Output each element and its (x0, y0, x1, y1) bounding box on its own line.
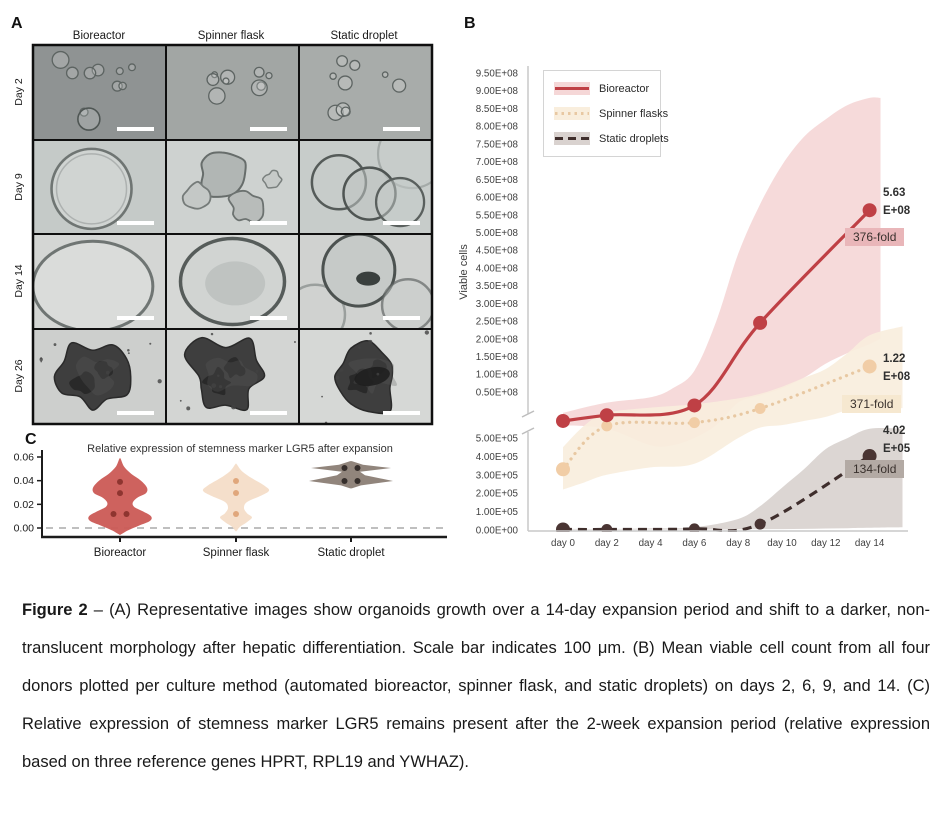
micrograph-day26-spinner-flask (166, 329, 299, 424)
scale-bar (250, 411, 287, 415)
debris-speck (358, 346, 361, 349)
micrograph-day14-bioreactor (33, 234, 166, 331)
y-tick-label: 6.50E+08 (475, 174, 518, 186)
column-header-static-droplet: Static droplet (330, 30, 398, 42)
y-tick-label: 3.00E+08 (475, 298, 518, 310)
y-tick-label: 0.04 (13, 475, 34, 488)
organoid (393, 79, 406, 92)
micrograph-day2-spinner-flask (166, 45, 299, 140)
bioreactor-marker (863, 203, 877, 217)
scale-bar (117, 411, 154, 415)
panel-a-label: A (11, 15, 23, 32)
y-tick-label: 3.50E+08 (475, 281, 518, 293)
y-tick-label: 7.00E+08 (475, 157, 518, 169)
y-tick-label: 7.50E+08 (475, 139, 518, 151)
panel-b-y-axis-title: Viable cells (458, 244, 470, 300)
y-tick-label: 5.50E+08 (475, 210, 518, 222)
debris-speck (186, 406, 190, 410)
data-point (342, 478, 348, 484)
static-droplets-marker (863, 449, 877, 463)
debris-speck (211, 383, 216, 388)
debris-speck (369, 332, 372, 335)
y-tick-label: 1.00E+08 (475, 369, 518, 381)
y-tick-label: 9.50E+08 (475, 68, 518, 80)
figure-caption-separator: – (93, 601, 103, 619)
organoid (356, 272, 380, 286)
y-tick-label: 4.50E+08 (475, 245, 518, 257)
spinner-flask-violin (203, 463, 269, 531)
organoid (376, 178, 424, 226)
micrograph-day9-bioreactor (33, 140, 166, 234)
debris-speck (256, 370, 259, 373)
organoid (382, 279, 434, 331)
organoid (350, 60, 360, 70)
y-tick-label: 6.00E+08 (475, 192, 518, 204)
panel-b-line-chart (475, 66, 911, 549)
organoid (207, 74, 219, 86)
y-tick-label: 4.00E+08 (475, 263, 518, 275)
x-tick-label: day 10 (767, 538, 797, 549)
debris-speck (368, 340, 372, 344)
spinner-flasks-fold-change-badge: 371-fold (842, 395, 901, 413)
scale-bar (383, 316, 420, 320)
micrograph-day9-spinner-flask (166, 140, 299, 234)
x-tick-label: day 12 (811, 538, 841, 549)
scale-bar (250, 127, 287, 131)
debris-speck (231, 405, 236, 410)
x-tick-label: day 4 (638, 538, 663, 549)
bioreactor-marker (753, 316, 767, 330)
organoid (338, 76, 352, 90)
scale-bar (250, 316, 287, 320)
organoid (341, 107, 350, 116)
data-point (117, 479, 123, 485)
static-droplets-fold-change-badge: 134-fold (845, 460, 904, 478)
y-tick-label: 4.00E+05 (475, 451, 518, 463)
scale-bar (117, 221, 154, 225)
scale-bar (383, 221, 420, 225)
end-value-line: E+08 (883, 205, 911, 217)
organoid (209, 88, 225, 104)
debris-speck (54, 343, 57, 346)
row-label-day26: Day 26 (13, 359, 25, 393)
y-tick-label: 2.50E+08 (475, 316, 518, 328)
debris-speck (128, 352, 130, 354)
scale-bar (383, 127, 420, 131)
debris-speck (340, 368, 344, 372)
data-point (355, 478, 361, 484)
organoid (252, 80, 268, 96)
row-label-day2: Day 2 (13, 78, 25, 106)
y-tick-label: 8.00E+08 (475, 121, 518, 133)
organoid (78, 108, 100, 130)
organoid (223, 78, 229, 84)
y-tick-label: 0.00 (13, 522, 34, 535)
y-tick-label: 0.00E+00 (475, 525, 518, 537)
end-value-line: 1.22 (883, 353, 906, 365)
micrograph-day14-spinner-flask (166, 234, 299, 329)
y-tick-label: 2.00E+05 (475, 488, 518, 500)
scale-bar (383, 411, 420, 415)
y-tick-label: 8.50E+08 (475, 103, 518, 115)
organoid (52, 52, 69, 69)
column-header-bioreactor: Bioreactor (72, 30, 126, 42)
scale-bar (250, 221, 287, 225)
scale-bar (117, 127, 154, 131)
panel-b-label: B (464, 15, 476, 32)
debris-speck (106, 371, 110, 375)
organoid (52, 149, 132, 229)
organoid (337, 56, 348, 67)
figure-caption-body: (A) Representative images show organoids growth over a 14-day expansion period and shift to a darker, non-translucent morphology after hepatic differentiation. Scale bar indicates 100 μm. (B) Mean viable cell count from all four donors plotted per culture method (automated bioreactor, spinner flask, and static droplets) on days 2, 6, 9, and 14. (C) Relative expression of stemness marker LGR5 remains present after the 2-week expansion period (relative expression based on three reference genes HPRT, RPL19 and YWHAZ). (22, 601, 931, 771)
data-point (124, 511, 130, 517)
debris-speck (40, 358, 43, 361)
end-value-line: 4.02 (883, 425, 906, 437)
bioreactor-marker (556, 414, 570, 428)
end-value-line: E+08 (883, 371, 911, 383)
y-tick-label: 1.50E+08 (475, 352, 518, 364)
organoid (382, 72, 387, 77)
y-tick-label: 0.50E+08 (475, 387, 518, 399)
debris-speck (376, 373, 379, 376)
x-tick-label: day 6 (682, 538, 707, 549)
bioreactor-violin (88, 458, 151, 535)
micrograph-day26-static-droplet (299, 329, 432, 424)
debris-speck (180, 400, 182, 402)
row-label-day9: Day 9 (13, 173, 25, 201)
panel-a-micrograph-grid (33, 45, 446, 424)
data-point (355, 465, 361, 471)
x-tick-label: day 8 (726, 538, 751, 549)
panel-c-label: C (25, 431, 37, 448)
panel-c-violin-plot (14, 450, 447, 559)
static-droplets-marker (601, 524, 612, 535)
y-tick-label: 1.00E+05 (475, 507, 518, 519)
micrograph-day2-static-droplet (299, 45, 432, 140)
organoid (129, 64, 136, 71)
organoid (119, 82, 126, 89)
data-point (233, 511, 239, 517)
bioreactor-marker (600, 408, 614, 422)
category-label: Static droplet (317, 547, 385, 559)
x-tick-label: day 14 (854, 538, 885, 549)
data-point (342, 465, 348, 471)
static-droplets-marker (689, 523, 700, 534)
organoid (266, 73, 272, 79)
column-header-spinner-flask: Spinner flask (197, 30, 265, 42)
static-droplet-violin (309, 461, 393, 488)
debris-speck (321, 396, 323, 398)
row-label-day14: Day 14 (13, 264, 25, 298)
spinner-flasks-marker (556, 462, 570, 476)
debris-speck (335, 376, 339, 380)
end-value-line: E+05 (883, 443, 911, 455)
panel-b-plot-area (556, 97, 903, 536)
y-tick-label: 5.00E+08 (475, 227, 518, 239)
y-tick-label: 5.00E+05 (475, 433, 518, 445)
micrograph-day2-bioreactor (33, 45, 166, 140)
spinner-flasks-marker (689, 417, 700, 428)
category-label: Bioreactor (93, 547, 147, 559)
y-tick-label: 0.02 (13, 498, 34, 511)
debris-speck (127, 349, 130, 352)
organoid (330, 73, 336, 79)
organoid (116, 68, 123, 75)
bioreactor-fold-change-badge: 376-fold (845, 228, 904, 246)
debris-speck (294, 341, 296, 343)
organoid (84, 67, 95, 78)
micrograph-day26-bioreactor (33, 329, 166, 424)
organoid (205, 261, 265, 305)
debris-speck (149, 343, 151, 345)
y-tick-label: 2.00E+08 (475, 334, 518, 346)
spinner-flasks-marker (863, 359, 877, 373)
panel-c-title: Relative expression of stemness marker LGR5 after expansion (87, 443, 393, 455)
x-tick-label: day 0 (551, 538, 575, 549)
data-point (117, 490, 123, 496)
debris-speck (425, 330, 429, 334)
data-point (233, 490, 239, 496)
debris-speck (158, 379, 162, 383)
end-value-line: 5.63 (883, 187, 906, 199)
spinner-flasks-marker (755, 403, 766, 414)
bioreactor-marker (687, 398, 701, 412)
organoid (254, 67, 264, 77)
organoid (67, 67, 79, 79)
legend-label-spinner-flasks: Spinner flasks (599, 107, 669, 120)
data-point (111, 511, 117, 517)
x-tick-label: day 2 (594, 538, 619, 549)
legend-label-bioreactor: Bioreactor (599, 82, 650, 95)
debris-speck (211, 333, 213, 335)
static-droplets-marker (755, 519, 766, 530)
static-droplets-marker (556, 522, 570, 536)
data-point (233, 478, 239, 484)
y-tick-label: 3.00E+05 (475, 470, 518, 482)
y-tick-label: 0.06 (13, 451, 34, 464)
figure-caption-number: Figure 2 (22, 601, 88, 619)
scale-bar (117, 316, 154, 320)
legend-label-static-droplets: Static droplets (599, 132, 669, 145)
y-tick-label: 9.00E+08 (475, 86, 518, 98)
category-label: Spinner flask (202, 547, 270, 559)
debris-speck (217, 374, 220, 377)
debris-speck (219, 385, 222, 388)
